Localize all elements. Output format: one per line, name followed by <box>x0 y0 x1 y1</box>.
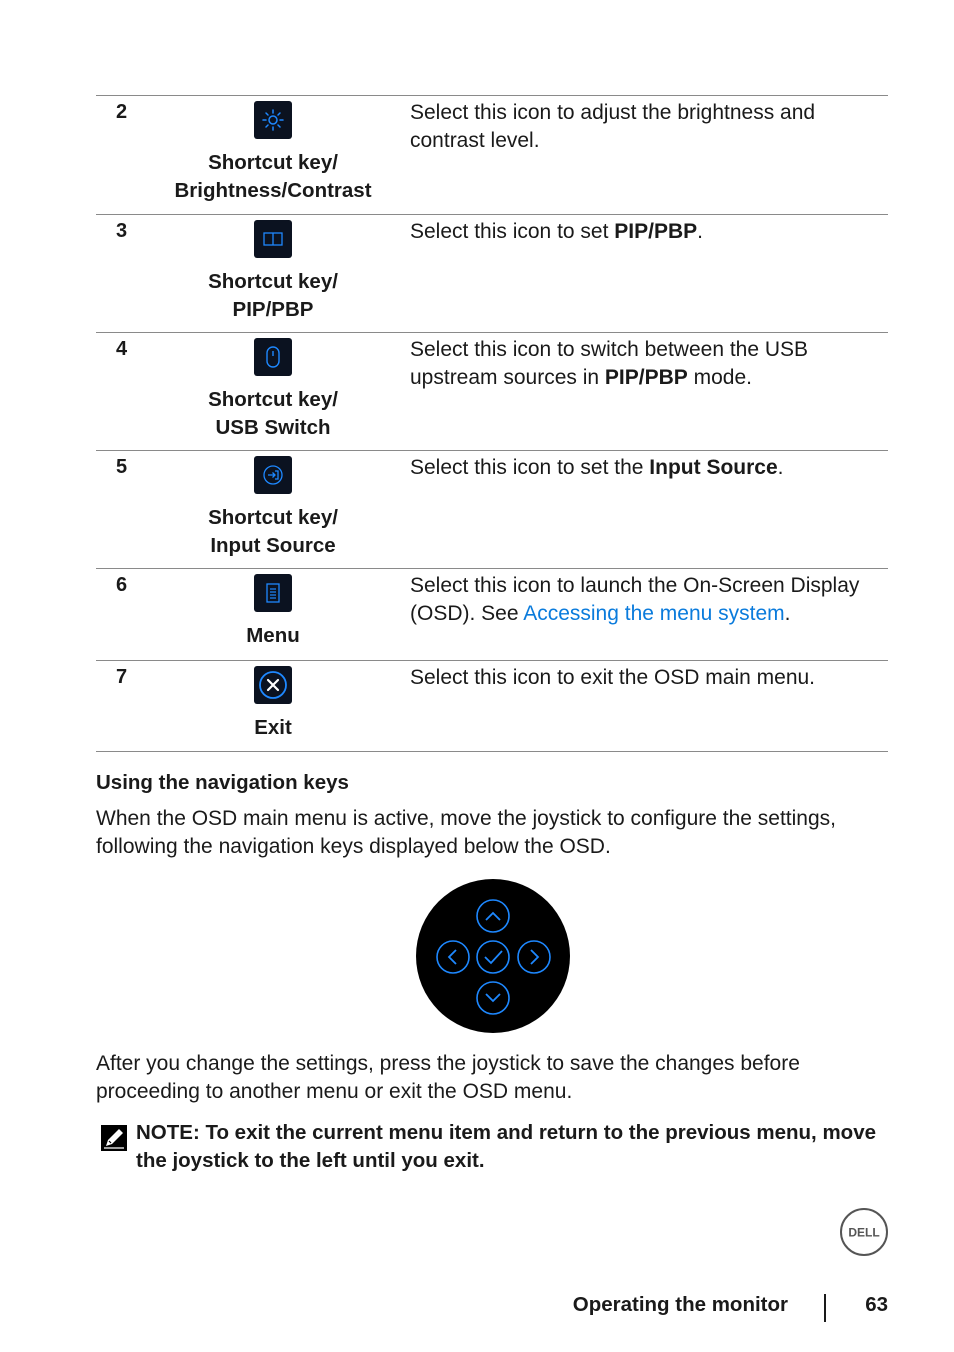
dell-logo <box>839 1207 889 1257</box>
shortcut-keys-table <box>96 95 888 752</box>
description: Select this icon to switch between the USB upstream sources in PIP/PBP mode. <box>410 338 809 389</box>
icon-cell <box>152 220 394 324</box>
row-number: 6 <box>116 574 128 596</box>
description: Select this icon to exit the OSD main menu. <box>410 666 816 689</box>
icon-cell <box>152 338 394 442</box>
table-row <box>96 96 888 215</box>
brightness-icon <box>254 101 292 139</box>
icon-label: Input Source <box>210 534 336 557</box>
description: Select this icon to set PIP/PBP. <box>410 220 703 243</box>
page-number: 63 <box>865 1293 888 1316</box>
row-number: 5 <box>116 456 128 478</box>
intro-paragraph: When the OSD main menu is active, move the joystick to configure the settings, following the navigation keys displayed below the OSD. <box>96 807 837 858</box>
footer-section-title: Operating the monitor <box>572 1293 788 1316</box>
note-text: NOTE: To exit the current menu item and return to the previous menu, move the joystick to the left until you exit. <box>136 1121 877 1172</box>
section-heading: Using the navigation keys <box>96 771 349 794</box>
exit-icon <box>254 666 292 704</box>
row-number: 2 <box>116 101 128 123</box>
after-paragraph: After you change the settings, press the joystick to save the changes before proceeding to another menu or exit the OSD menu. <box>96 1052 800 1103</box>
svg-text:DELL: DELL <box>848 1225 880 1240</box>
joystick-navigation-diagram <box>414 877 572 1035</box>
row-number: 7 <box>116 666 128 688</box>
icon-cell <box>152 101 394 205</box>
icon-label: Menu <box>246 624 300 647</box>
accessing-menu-link[interactable]: Accessing the menu system <box>523 601 785 625</box>
icon-label: Brightness/Contrast <box>174 179 372 202</box>
pip-pbp-icon <box>254 220 292 258</box>
icon-label: Shortcut key/ <box>208 388 338 411</box>
row-number: 4 <box>116 338 128 360</box>
icon-label: Exit <box>254 716 292 739</box>
icon-label: Shortcut key/ <box>208 270 338 293</box>
icon-label: Shortcut key/ <box>208 151 338 174</box>
table-row <box>96 661 888 752</box>
description: Select this icon to adjust the brightness and contrast level. <box>410 101 816 152</box>
icon-cell <box>152 666 394 742</box>
table-row <box>96 451 888 569</box>
description: Select this icon to set the Input Source. <box>410 456 784 479</box>
usb-switch-icon <box>254 338 292 376</box>
footer-divider <box>824 1294 826 1322</box>
icon-label: USB Switch <box>215 416 331 439</box>
table-row <box>96 569 888 661</box>
icon-cell <box>152 456 394 560</box>
input-source-icon <box>254 456 292 494</box>
table-row <box>96 215 888 333</box>
note-pencil-icon <box>100 1124 128 1152</box>
icon-cell <box>152 574 394 650</box>
icon-label: Shortcut key/ <box>208 506 338 529</box>
description: Select this icon to launch the On-Screen Display (OSD). See Accessing the menu system. <box>410 574 860 625</box>
menu-icon <box>254 574 292 612</box>
row-number: 3 <box>116 220 128 242</box>
icon-label: PIP/PBP <box>232 298 314 321</box>
table-row <box>96 333 888 451</box>
